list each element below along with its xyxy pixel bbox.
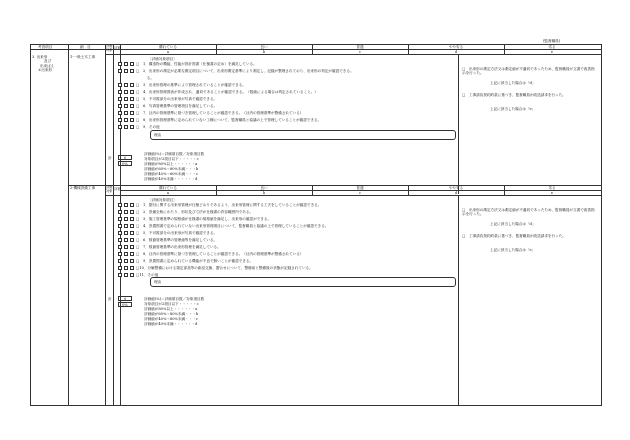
section-2-formula-line-5: 評価値が40%〜60%未満・・・c xyxy=(144,317,198,321)
checkbox[interactable] xyxy=(118,97,122,101)
section-1-grade-c: 普通 xyxy=(356,45,364,49)
item-label-1: 3. 出来形 xyxy=(32,55,48,59)
section-2-formula-line-3: 評価値が80%以上・・・・・・a xyxy=(144,307,198,311)
section-1-grade-letter-d: d xyxy=(454,50,458,54)
section-2-grade-letter-a: a xyxy=(166,191,170,195)
section-2-formula-line-1: 評価値(%)＝評価項目数／対象項目数 xyxy=(144,297,205,301)
section-1-item-3: る。 xyxy=(136,76,154,80)
section-1-eval-title: 〔評価対象項目〕 xyxy=(148,57,177,61)
checkbox[interactable] xyxy=(130,259,134,263)
checkbox[interactable] xyxy=(118,69,122,73)
checkbox[interactable] xyxy=(130,97,134,101)
section-2-item-10: □10．分解整備における規定部品等の新品交換、摺合せについて、整備前と整備後の状態が記録されている。 xyxy=(136,266,313,270)
checkbox[interactable] xyxy=(130,273,134,277)
section-1-checkbox-group xyxy=(118,83,135,87)
item-number-label xyxy=(32,55,54,73)
section-1-checkbox-group xyxy=(118,69,135,73)
section-2-checkbox-group xyxy=(118,273,135,277)
section-2-note-4: 上記に該当した場合は「e」 xyxy=(490,248,536,252)
item-label-3: 出来ばえ xyxy=(40,63,55,68)
section-1-item-9: □ 8．出来形管理基準に定められていない工種について、監督職員と協議の上で管理していることが確認できる。 xyxy=(136,118,322,122)
section-1-reason-box xyxy=(150,130,456,140)
checkbox[interactable] xyxy=(130,224,134,228)
section-2-grade-letter-d: d xyxy=(454,191,458,195)
checkbox[interactable] xyxy=(130,62,134,66)
section-1-formula-line-4: 評価値が60%〜80%未満・・・b xyxy=(144,167,199,171)
section-1-score-count: 0 xyxy=(118,155,132,160)
section-1-grade-letter-c: c xyxy=(358,50,361,54)
section-2-checkbox-group xyxy=(118,203,135,207)
checkbox[interactable] xyxy=(130,238,134,242)
section-2-grade-a: 優れている xyxy=(159,186,177,190)
checkbox[interactable] xyxy=(118,259,122,263)
section-2-checkbox-group xyxy=(118,245,135,249)
section-2-grade-c: 普通 xyxy=(356,186,364,190)
item-label-4: ①出来形 xyxy=(38,68,53,73)
checkbox[interactable] xyxy=(124,210,128,214)
section-2-checkbox-group xyxy=(118,266,135,270)
section-2-score-count: 0 xyxy=(118,296,132,301)
section-2-grade-b: 良い xyxy=(260,186,268,190)
section-1-checkbox-group xyxy=(118,62,135,66)
checkbox[interactable] xyxy=(124,97,128,101)
section-1-checkbox-group xyxy=(118,111,135,115)
checkbox[interactable] xyxy=(130,203,134,207)
section-2-checkbox-group xyxy=(118,217,135,221)
section-2-checkbox-group xyxy=(118,231,135,235)
section-1-note-3: □ 工事請負契約約款に基づき、監督職員が改造請求を行った。 xyxy=(462,93,566,97)
section-1-grade-e: 劣る xyxy=(548,45,556,49)
col-header-detail: 細 目 xyxy=(80,45,91,49)
checkbox[interactable] xyxy=(118,266,122,270)
checkbox[interactable] xyxy=(130,69,134,73)
checkbox[interactable] xyxy=(124,266,128,270)
checkbox[interactable] xyxy=(124,83,128,87)
section-2-item-2: □ 2．設備全般にわたり、形状及び寸法が仕様書の許容範囲内である。 xyxy=(136,210,254,214)
section-2-reason-label: 理由 xyxy=(154,280,162,284)
checkbox[interactable] xyxy=(118,245,122,249)
checkbox[interactable] xyxy=(130,90,134,94)
section-2-col-header-target: 評価 対象 xyxy=(106,185,113,193)
section-2-grade-letter-c: c xyxy=(358,191,361,195)
section-1-grade-letter-a: a xyxy=(166,50,170,54)
section-2-title: 2-機械設備工事 xyxy=(70,186,96,190)
section-2-checkbox-group xyxy=(118,224,135,228)
checkbox[interactable] xyxy=(118,273,122,277)
section-2-eval-title: 〔評価対象項目〕 xyxy=(148,198,177,202)
section-1-item-1: □ 1．構造物の機能、性能が設計図書（仕様書の定め）を満足している。 xyxy=(136,62,257,66)
section-1-item-2: □ 2．出来形の測定が必要な測定項目について、出来形測定基準により測定し、記録が整理されており、出来形の判定が確認できる。 xyxy=(136,69,354,73)
section-1-checkbox-group xyxy=(118,118,135,122)
section-1-item-4: □ 3．出来形管理の基準により管理されていることが確認できる。 xyxy=(136,83,246,87)
checkbox[interactable] xyxy=(124,118,128,122)
section-2-item-8: □ 8．社内の管理基準に基づき管理していることが確認できる。（社内の管理基準が整備されている） xyxy=(136,252,304,256)
section-1-note-4: 上記に該当した場合は「e」 xyxy=(490,107,536,111)
section-1-formula-line-1: 評価値(%)＝評価項目数／対象項目数 xyxy=(144,152,205,156)
checkbox[interactable] xyxy=(130,252,134,256)
checkbox[interactable] xyxy=(124,252,128,256)
section-2-item-11: □11．その他 xyxy=(136,273,159,277)
checkbox[interactable] xyxy=(118,62,122,66)
checkbox[interactable] xyxy=(124,69,128,73)
section-2-item-9: □ 9．設置図書に定められている機能が不良で無いことが確認できる。 xyxy=(136,259,254,263)
section-2-grade-letter-e: e xyxy=(550,191,554,195)
checkbox[interactable] xyxy=(130,83,134,87)
section-2-item-5: □ 5．不可視部分の出来形が写真で確認できる。 xyxy=(136,231,218,235)
checkbox[interactable] xyxy=(130,266,134,270)
section-1-item-7: □ 6．写真管理基準の管理項目を満足している。 xyxy=(136,104,218,108)
section-2-note-3: □ 工事請負契約約款に基づき、監督職員が改造請求を行った。 xyxy=(462,234,566,238)
checkbox[interactable] xyxy=(124,111,128,115)
checkbox[interactable] xyxy=(118,111,122,115)
section-2-grade-d: やや劣る xyxy=(448,186,464,190)
section-1-item-5: □ 4．出来形管理図表が作成され、適切であることが確認できる。（数値による場合は判定されていること。） xyxy=(136,90,318,94)
section-1-grade-letter-e: e xyxy=(550,50,554,54)
checkbox[interactable] xyxy=(118,118,122,122)
section-2-checkbox-group xyxy=(118,238,135,242)
section-1-formula-line-2: 対象項目が2項目以下・・・・・c xyxy=(144,157,199,161)
section-2-reason-box xyxy=(150,277,456,287)
section-2-col-header-eval: 評価 xyxy=(114,187,122,191)
section-2-item-3: □ 3．施工管理基準の規格値が仕様書の規格値を満足し、出来形の確認ができる。 xyxy=(136,217,272,221)
section-2-formula-line-4: 評価値が60%〜80%未満・・・b xyxy=(144,312,199,316)
item-label-2: 及び xyxy=(44,59,52,64)
section-2-score-percent: 0% xyxy=(118,302,132,307)
checkbox[interactable] xyxy=(130,245,134,249)
header-right-label: (監督職員) xyxy=(543,39,561,43)
col-header-eval: 評価 xyxy=(114,46,122,50)
checkbox[interactable] xyxy=(118,224,122,228)
section-2-formula-line-6: 評価値が40%未満・・・・・・d xyxy=(144,322,198,326)
checkbox[interactable] xyxy=(118,125,122,129)
checkbox[interactable] xyxy=(130,210,134,214)
checkbox[interactable] xyxy=(124,238,128,242)
section-1-formula-line-6: 評価値が40%未満・・・・・・d xyxy=(144,177,198,181)
section-1-grade-a: 優れている xyxy=(159,45,177,49)
section-2-note-1: □ 出来形の測定方法又は測定値が不適切であったため、監督職員が文書で改善指示を行った。 xyxy=(462,208,595,217)
checkbox[interactable] xyxy=(118,203,122,207)
checkbox[interactable] xyxy=(118,217,122,221)
section-1-formula-line-3: 評価値が80%以上・・・・・・a xyxy=(144,162,198,166)
section-2-note-2: 上記に該当した場合は「d」 xyxy=(490,222,536,226)
checkbox[interactable] xyxy=(124,104,128,108)
section-2-grade-e: 劣る xyxy=(548,186,556,190)
checkbox[interactable] xyxy=(118,252,122,256)
section-1-grade-letter-b: b xyxy=(262,50,266,54)
section-2-checkbox-group xyxy=(118,252,135,256)
checkbox[interactable] xyxy=(130,104,134,108)
section-1-note-1: □ 出来形の測定方法又は測定値が不適切であったため、監督職員が文書で改善指示を行った。 xyxy=(462,67,595,76)
checkbox[interactable] xyxy=(118,104,122,108)
section-1-score-percent: 0% xyxy=(118,161,132,166)
checkbox[interactable] xyxy=(130,125,134,129)
checkbox[interactable] xyxy=(124,125,128,129)
checkbox[interactable] xyxy=(130,111,134,115)
section-2-grade-letter-b: b xyxy=(262,191,266,195)
checkbox[interactable] xyxy=(124,231,128,235)
checkbox[interactable] xyxy=(130,217,134,221)
checkbox[interactable] xyxy=(124,62,128,66)
section-1-title: 1-一般土木工事 xyxy=(70,55,96,59)
checkbox[interactable] xyxy=(124,273,128,277)
checkbox[interactable] xyxy=(130,118,134,122)
section-2-item-4: □ 4．設置図書で定められていない出来形管理項目について、監督職員と協議の上で管理していることが確認できる。 xyxy=(136,224,329,228)
section-1-item-8: □ 7．社内の管理基準に基づき管理していることが確認できる。（社内の管理基準が整備されている） xyxy=(136,111,304,115)
checkbox[interactable] xyxy=(118,231,122,235)
checkbox[interactable] xyxy=(124,203,128,207)
checkbox[interactable] xyxy=(118,238,122,242)
section-1-reason-label: 理由 xyxy=(154,133,162,137)
section-1-checkbox-group xyxy=(118,104,135,108)
checkbox[interactable] xyxy=(118,90,122,94)
section-2-item-6: □ 6．数値管理基準の管理値等を満足している。 xyxy=(136,238,218,242)
section-1-checkbox-group xyxy=(118,125,135,129)
section-1-note-2: 上記に該当した場合は「d」 xyxy=(490,81,536,85)
section-1-grade-b: 良い xyxy=(260,45,268,49)
checkbox[interactable] xyxy=(130,231,134,235)
checkbox[interactable] xyxy=(124,245,128,249)
section-1-formula-line-5: 評価値が40%〜60%未満・・・c xyxy=(144,172,198,176)
col-header-target: 評価 対象 xyxy=(106,44,113,52)
section-2-checkbox-group xyxy=(118,210,135,214)
section-1-score-label: 計 xyxy=(108,156,112,160)
checkbox[interactable] xyxy=(124,259,128,263)
section-1-checkbox-group xyxy=(118,97,135,101)
checkbox[interactable] xyxy=(124,217,128,221)
section-1-checkbox-group xyxy=(118,90,135,94)
section-1-grade-d: やや劣る xyxy=(448,45,464,49)
section-2-score-label: 計 xyxy=(108,297,112,301)
col-header-item: 考査項目 xyxy=(38,45,53,49)
checkbox[interactable] xyxy=(124,90,128,94)
checkbox[interactable] xyxy=(118,83,122,87)
checkbox[interactable] xyxy=(118,210,122,214)
section-1-item-10: □ 9．その他 xyxy=(136,125,160,129)
section-2-item-1: □ 1．据付に関する出来形管理が仕様どおりであるよう、出来形管理に関する工夫をしていることが確認できる。 xyxy=(136,203,322,207)
section-2-formula-line-2: 対象項目が2項目以下・・・・・c xyxy=(144,302,199,306)
section-2-item-7: □ 7．数値管理基準の出来形管理を満足している。 xyxy=(136,245,221,249)
section-1-item-6: □ 5．不可視部分の出来形が写真で確認できる。 xyxy=(136,97,218,101)
section-2-checkbox-group xyxy=(118,259,135,263)
checkbox[interactable] xyxy=(124,224,128,228)
